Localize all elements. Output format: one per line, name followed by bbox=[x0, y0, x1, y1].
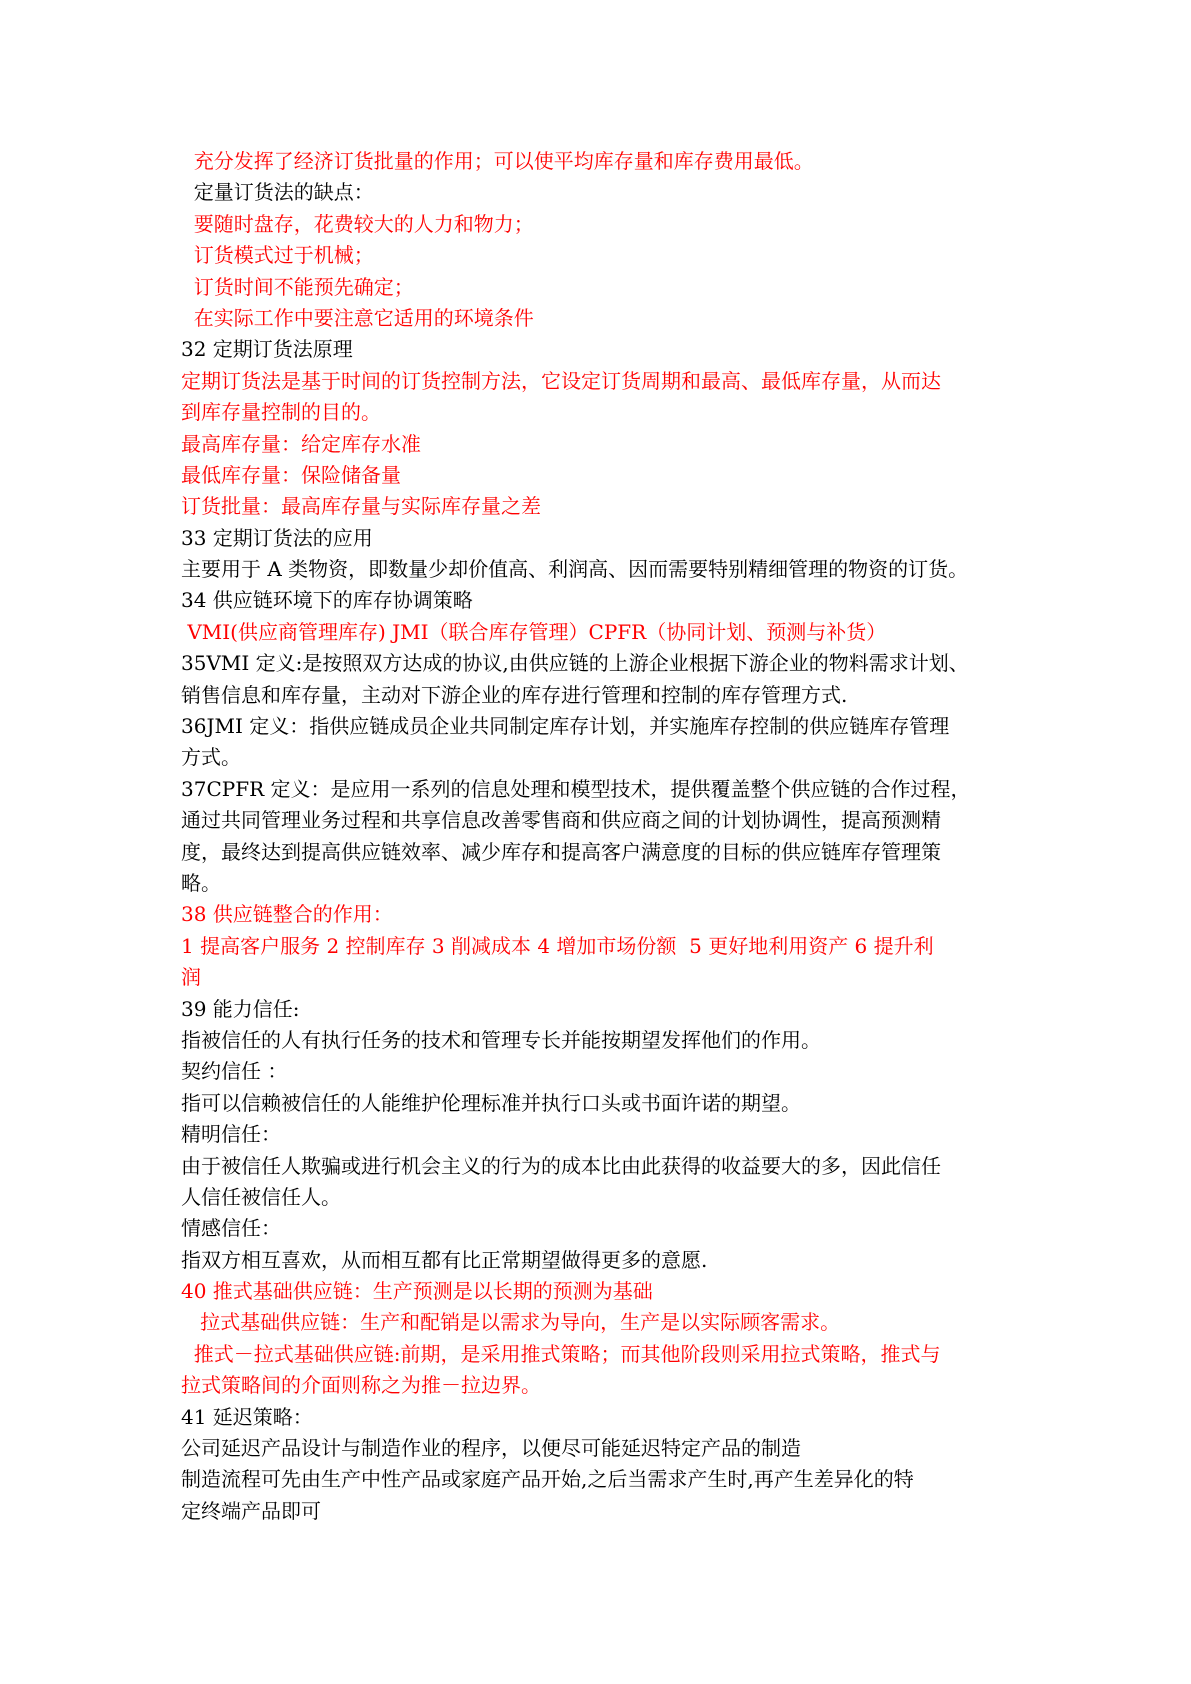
text-line: 32 定期订货法原理 bbox=[181, 337, 353, 362]
text-line: 推式－拉式基础供应链:前期，是采用推式策略；而其他阶段则采用拉式策略，推式与 bbox=[181, 1341, 941, 1366]
text-line: 订货模式过于机械； bbox=[181, 243, 374, 268]
text-line: 定期订货法是基于时间的订货控制方法，它设定订货周期和最高、最低库存量，从而达 bbox=[181, 368, 941, 393]
text-line: 要随时盘存，花费较大的人力和物力； bbox=[181, 211, 534, 236]
text-line: 精明信任： bbox=[181, 1122, 281, 1147]
text-line: 情感信任： bbox=[181, 1216, 281, 1241]
document-body bbox=[181, 146, 1031, 1527]
text-line: 通过共同管理业务过程和共享信息改善零售商和供应商之间的计划协调性，提高预测精 bbox=[181, 808, 941, 833]
text-line: 主要用于 A 类物资，即数量少却价值高、利润高、因而需要特别精细管理的物资的订货。 bbox=[181, 557, 969, 582]
text-line: 38 供应链整合的作用： bbox=[181, 902, 393, 927]
text-line: 34 供应链环境下的库存协调策略 bbox=[181, 588, 473, 613]
text-line: 订货时间不能预先确定； bbox=[181, 274, 414, 299]
text-line: 润 bbox=[181, 965, 201, 990]
text-line: 充分发挥了经济订货批量的作用；可以使平均库存量和库存费用最低。 bbox=[181, 149, 814, 173]
text-line: 定量订货法的缺点： bbox=[181, 180, 374, 205]
text-line: 40 推式基础供应链：生产预测是以长期的预测为基础 bbox=[181, 1279, 653, 1304]
text-line: 销售信息和库存量，主动对下游企业的库存进行管理和控制的库存管理方式. bbox=[181, 682, 848, 707]
text-line: 39 能力信任: bbox=[181, 996, 300, 1021]
text-line: 到库存量控制的目的。 bbox=[181, 400, 381, 425]
text-line: 最低库存量：保险储备量 bbox=[181, 462, 401, 487]
text-line: 36JMI 定义：指供应链成员企业共同制定库存计划，并实施库存控制的供应链库存管理 bbox=[181, 714, 950, 739]
text-line: 制造流程可先由生产中性产品或家庭产品开始,之后当需求产生时,再产生差异化的特 bbox=[181, 1467, 914, 1492]
text-line: 度，最终达到提高供应链效率、减少库存和提高客户满意度的目标的供应链库存管理策 bbox=[181, 839, 941, 864]
text-line: 拉式策略间的介面则称之为推－拉边界。 bbox=[181, 1373, 541, 1398]
text-line: VMI(供应商管理库存) JMI（联合库存管理）CPFR（协同计划、预测与补货） bbox=[181, 619, 887, 644]
text-line: 33 定期订货法的应用 bbox=[181, 525, 373, 550]
text-line: 最高库存量：给定库存水准 bbox=[181, 431, 421, 456]
text-line: 人信任被信任人。 bbox=[181, 1184, 341, 1209]
text-line: 35VMI 定义:是按照双方达成的协议,由供应链的上游企业根据下游企业的物料需求计划、 bbox=[181, 651, 969, 676]
text-line: 方式。 bbox=[181, 745, 241, 770]
text-line: 指双方相互喜欢，从而相互都有比正常期望做得更多的意愿. bbox=[181, 1247, 708, 1272]
text-line: 拉式基础供应链：生产和配销是以需求为导向，生产是以实际顾客需求。 bbox=[181, 1310, 841, 1335]
text-line: 订货批量：最高库存量与实际库存量之差 bbox=[181, 494, 541, 519]
text-line: 41 延迟策略： bbox=[181, 1404, 313, 1429]
text-line: 1 提高客户服务 2 控制库存 3 削减成本 4 增加市场份额 5 更好地利用资产 6 提升利 bbox=[181, 933, 934, 958]
text-line: 由于被信任人欺骗或进行机会主义的行为的成本比由此获得的收益要大的多，因此信任 bbox=[181, 1153, 941, 1178]
text-line: 公司延迟产品设计与制造作业的程序，以便尽可能延迟特定产品的制造 bbox=[181, 1436, 801, 1461]
text-line: 契约信任 ： bbox=[181, 1059, 288, 1084]
text-line: 定终端产品即可 bbox=[181, 1498, 321, 1523]
text-line: 略。 bbox=[181, 870, 221, 895]
text-line: 指被信任的人有执行任务的技术和管理专长并能按期望发挥他们的作用。 bbox=[181, 1027, 821, 1052]
text-line: 在实际工作中要注意它适用的环境条件 bbox=[181, 305, 534, 330]
text-line: 指可以信赖被信任的人能维护伦理标准并执行口头或书面许诺的期望。 bbox=[181, 1090, 801, 1115]
text-line: 37CPFR 定义：是应用一系列的信息处理和模型技术，提供覆盖整个供应链的合作过程， bbox=[181, 776, 971, 801]
